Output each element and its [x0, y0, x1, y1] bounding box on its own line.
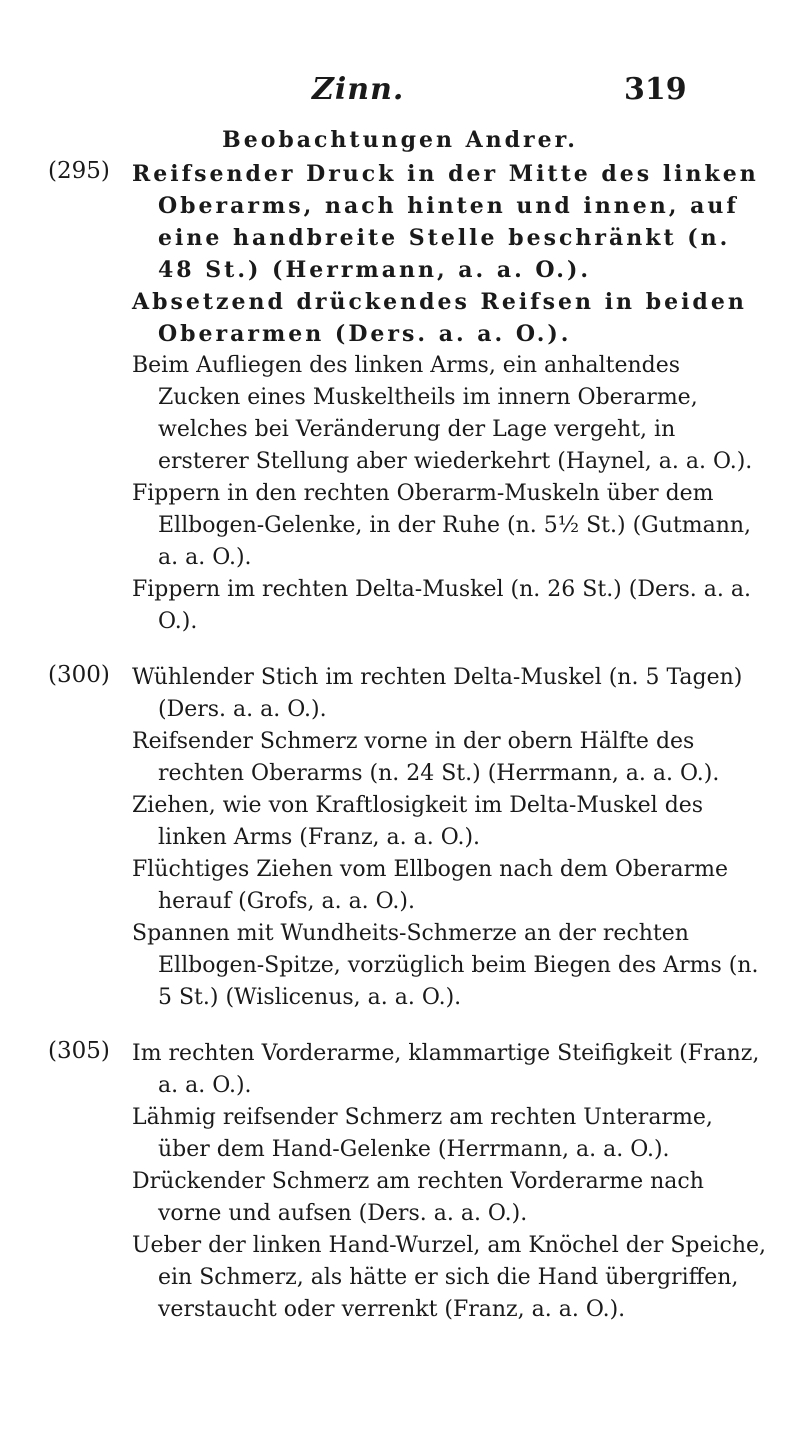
symptom-paragraph: Flüchtiges Ziehen vom Ellbogen nach dem Oberarme herauf (Grofs, a. a. O.).: [132, 857, 729, 914]
entry-number: (305): [48, 1038, 110, 1064]
running-title: Zinn.: [312, 72, 405, 107]
symptom-paragraph: Reifsender Druck in der Mitte des linken Oberarms, nach hinten und innen, auf eine handbreite Stelle beschränkt (n. 48 St.) (Herrmann, a. a. O.).: [132, 161, 759, 283]
symptom-paragraph: Ueber der linken Hand-Wurzel, am Knöchel der Speiche, ein Schmerz, als hätte er sich die Hand übergriffen, verstaucht oder verrenkt (Franz, a. a. O.).: [132, 1233, 767, 1322]
symptom-paragraph: Lähmig reifsender Schmerz am rechten Unterarme, über dem Hand-Gelenke (Herrmann, a. a. O.).: [132, 1105, 713, 1162]
symptom-paragraph: Drückender Schmerz am rechten Vorderarme nach vorne und aufsen (Ders. a. a. O.).: [132, 1169, 704, 1226]
page-number: 319: [624, 72, 687, 107]
page-body: [48, 158, 768, 1326]
symptom-paragraph: Fippern in den rechten Oberarm-Muskeln über dem Ellbogen-Gelenke, in der Ruhe (n. 5½ St.) (Gutmann, a. a. O.).: [132, 481, 752, 570]
symptom-paragraph: Reifsender Schmerz vorne in der obern Hälfte des rechten Oberarms (n. 24 St.) (Herrmann, a. a. O.).: [132, 729, 720, 786]
page-header: [0, 72, 800, 112]
entry-305: [48, 1038, 768, 1326]
entry-number: (300): [48, 662, 110, 688]
symptom-paragraph: Wühlender Stich im rechten Delta-Muskel (n. 5 Tagen) (Ders. a. a. O.).: [132, 665, 743, 722]
section-title: Beobachtungen Andrer.: [222, 127, 578, 153]
entry-295: [48, 158, 768, 638]
symptom-paragraph: Beim Aufliegen des linken Arms, ein anhaltendes Zucken eines Muskeltheils im innern Oberarme, welches bei Veränderung der Lage vergeht, in ersterer Stellung aber wiederkehrt (Haynel, a. a. O.).: [132, 353, 753, 474]
entry-number: (295): [48, 158, 110, 184]
symptom-paragraph: Absetzend drückendes Reifsen in beiden Oberarmen (Ders. a. a. O.).: [132, 289, 747, 347]
entry-300: [48, 662, 768, 1014]
symptom-paragraph: Spannen mit Wundheits-Schmerze an der rechten Ellbogen-Spitze, vorzüglich beim Biegen des Arms (n. 5 St.) (Wislicenus, a. a. O.).: [132, 921, 759, 1010]
symptom-paragraph: Ziehen, wie von Kraftlosigkeit im Delta-Muskel des linken Arms (Franz, a. a. O.).: [132, 793, 704, 850]
symptom-paragraph: Im rechten Vorderarme, klammartige Steifigkeit (Franz, a. a. O.).: [132, 1041, 760, 1098]
symptom-paragraph: Fippern im rechten Delta-Muskel (n. 26 St.) (Ders. a. a. O.).: [132, 577, 752, 634]
